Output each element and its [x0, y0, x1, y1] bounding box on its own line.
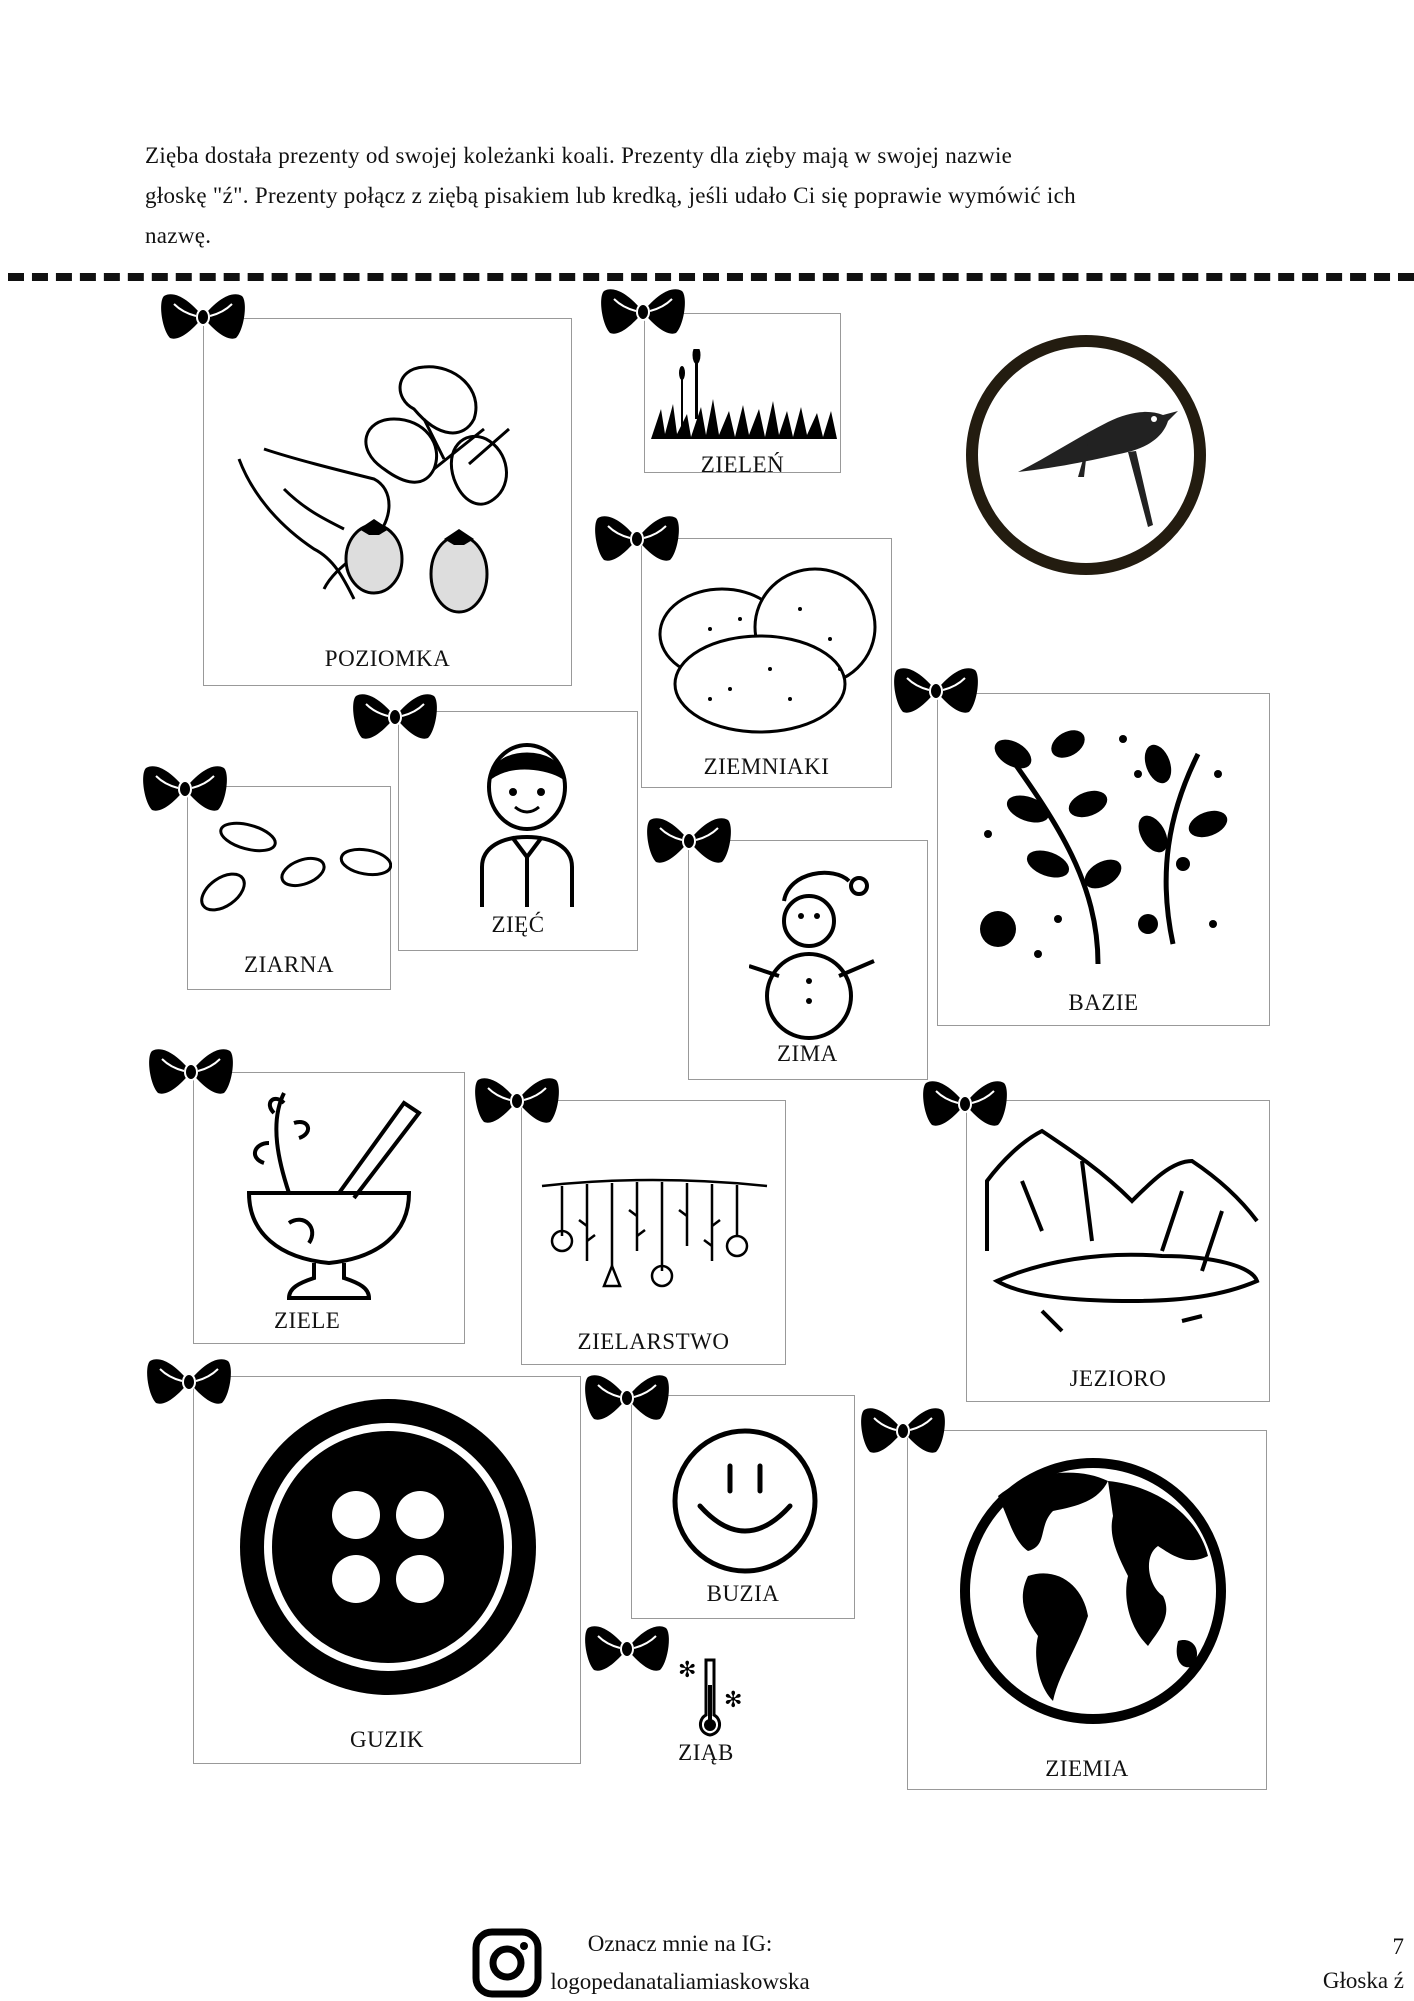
strawberry-icon: [224, 359, 554, 629]
bow-icon: [893, 664, 979, 718]
page-footer-right: [1323, 1930, 1404, 1998]
label-jezioro: JEZIORO: [1069, 1366, 1167, 1391]
finch-bird-icon: [966, 335, 1206, 575]
page-number: 7: [1392, 1934, 1404, 1959]
card-ziele[interactable]: [193, 1072, 465, 1344]
label-poziomka: POZIOMKA: [324, 646, 451, 671]
catkins-icon: [978, 714, 1228, 974]
snowman-icon: [749, 856, 879, 1046]
card-ziemia[interactable]: [907, 1430, 1267, 1790]
mortar-icon: [229, 1083, 429, 1303]
bow-icon: [142, 762, 228, 816]
card-zima[interactable]: [688, 840, 928, 1080]
bow-icon: [922, 1077, 1008, 1131]
bow-icon: [352, 690, 438, 744]
footer-ig-text: [520, 1925, 840, 2001]
herb-garland-icon: [532, 1166, 777, 1306]
label-buzia: BUZIA: [706, 1581, 780, 1606]
label-zima: ZIMA: [777, 1041, 838, 1066]
label-ziemniaki: ZIEMNIAKI: [703, 754, 830, 779]
grass-icon: [651, 349, 837, 444]
bow-icon: [160, 290, 246, 344]
label-ziele: ZIELE: [274, 1308, 341, 1333]
card-ziarna[interactable]: [187, 786, 391, 990]
bow-icon: [148, 1045, 234, 1099]
footer-handle[interactable]: logopedanataliamiaskowska: [550, 1969, 810, 1994]
label-ziec: ZIĘĆ: [491, 912, 545, 937]
label-bazie: BAZIE: [1068, 990, 1139, 1015]
label-guzik: GUZIK: [349, 1727, 425, 1752]
card-poziomka[interactable]: [203, 318, 572, 686]
bow-icon: [584, 1622, 670, 1676]
instruction-text: [145, 136, 1295, 256]
card-buzia[interactable]: [631, 1395, 855, 1619]
smiley-icon: [670, 1426, 820, 1576]
label-ziemia: ZIEMIA: [1045, 1756, 1129, 1781]
lake-icon: [982, 1121, 1262, 1351]
card-zielarstwo[interactable]: [521, 1100, 786, 1365]
bow-icon: [474, 1074, 560, 1128]
card-ziec[interactable]: [398, 711, 638, 951]
bow-icon: [600, 285, 686, 339]
svg-text:✻: ✻: [724, 1688, 743, 1713]
label-zielarstwo: ZIELARSTWO: [577, 1329, 730, 1354]
bow-icon: [860, 1404, 946, 1458]
footer-tag-line: Oznacz mnie na IG:: [587, 1931, 773, 1956]
boy-icon: [477, 732, 577, 907]
bow-icon: [146, 1355, 232, 1409]
label-ziarna: ZIARNA: [244, 952, 334, 977]
bow-icon: [584, 1371, 670, 1425]
label-ziab: ZIĄB: [678, 1740, 734, 1765]
card-ziemniaki[interactable]: [641, 538, 892, 788]
bow-icon: [594, 512, 680, 566]
instruction-line-3: nazwę.: [145, 223, 212, 248]
button-icon: [238, 1397, 538, 1697]
card-guzik[interactable]: [193, 1376, 581, 1764]
instruction-line-1: Zięba dostała prezenty od swojej koleżanki koali. Prezenty dla zięby mają w swojej nazwie: [145, 143, 1013, 168]
dashed-divider: [8, 273, 1414, 281]
globe-icon: [958, 1456, 1228, 1726]
bow-icon: [646, 814, 732, 868]
thermometer-icon: [676, 1655, 756, 1740]
seeds-icon: [188, 817, 392, 927]
label-zielen: ZIELEŃ: [700, 452, 785, 477]
svg-text:✻: ✻: [678, 1658, 697, 1683]
card-bazie[interactable]: [937, 693, 1270, 1026]
card-jezioro[interactable]: [966, 1100, 1270, 1402]
section-name: Głoska ź: [1322, 1968, 1404, 1993]
potato-icon: [650, 559, 886, 739]
instruction-line-2: głoskę "ź". Prezenty połącz z ziębą pisakiem lub kredką, jeśli udało Ci się poprawie wymówić ich: [145, 183, 1076, 208]
